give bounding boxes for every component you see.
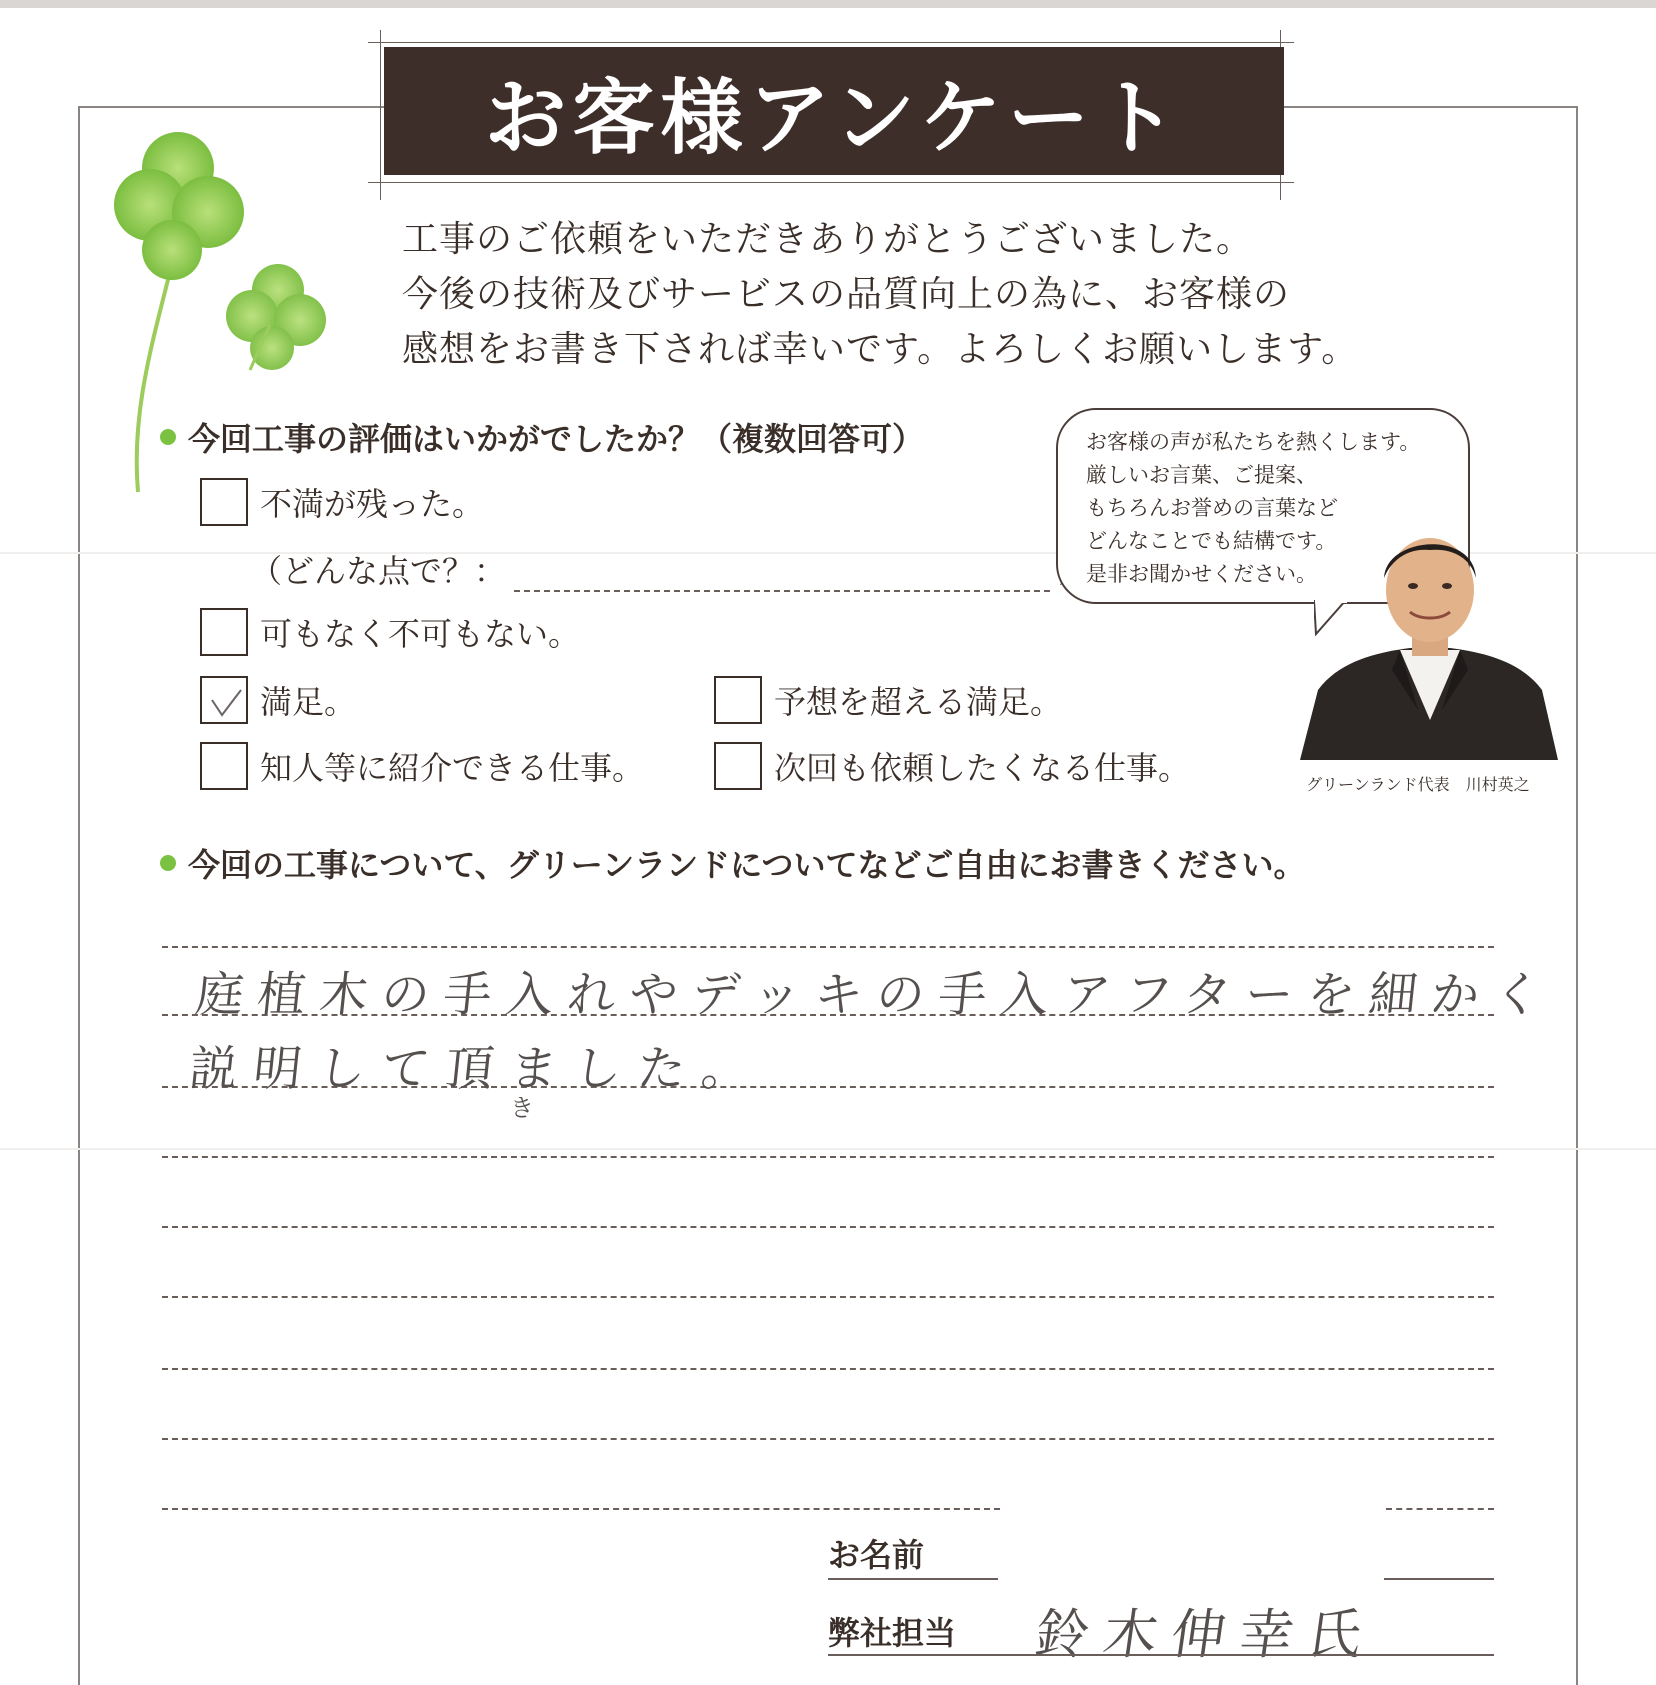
title-banner bbox=[384, 47, 1284, 175]
staff-label: 弊社担当 bbox=[828, 1614, 957, 1652]
bubble-line: 是非お聞かせください。 bbox=[1086, 562, 1317, 586]
handwritten-insert: き bbox=[510, 1094, 534, 1122]
detail-input-line[interactable] bbox=[514, 552, 1050, 592]
bubble-line: お客様の声が私たちを熱くします。 bbox=[1086, 430, 1421, 454]
portrait-photo bbox=[1300, 520, 1560, 760]
question2-heading bbox=[160, 840, 1305, 886]
bullet-icon bbox=[160, 429, 176, 445]
question2-title: 今回の工事について、グリーンランドについてなどご自由にお書きください。 bbox=[188, 846, 1306, 884]
bubble-line: 厳しいお言葉、ご提案、 bbox=[1086, 463, 1317, 487]
bubble-line: どんなことでも結構です。 bbox=[1086, 529, 1337, 553]
option-dissatisfied[interactable] bbox=[200, 478, 484, 526]
ruled-line bbox=[1386, 1508, 1494, 1510]
staff-name-handwritten: 鈴木伸幸氏 bbox=[1031, 1603, 1380, 1666]
intro-line: 感想をお書き下されば幸いです。よろしくお願いします。 bbox=[402, 329, 1359, 370]
option-label: 可もなく不可もない。 bbox=[260, 615, 581, 653]
name-label: お名前 bbox=[828, 1536, 925, 1574]
checkbox[interactable] bbox=[714, 676, 762, 724]
name-underline bbox=[1384, 1578, 1494, 1580]
page-title: お客様アンケート bbox=[484, 70, 1184, 166]
ruled-line bbox=[162, 1368, 1494, 1370]
ruled-line bbox=[162, 1438, 1494, 1440]
option-label: 次回も依頼したくなる仕事。 bbox=[774, 749, 1191, 787]
question1-heading bbox=[160, 414, 924, 460]
portrait-caption: グリーンランド代表 川村英之 bbox=[1306, 775, 1530, 794]
checkbox[interactable] bbox=[714, 742, 762, 790]
detail-field bbox=[250, 546, 1090, 592]
checkbox[interactable] bbox=[200, 478, 248, 526]
name-underline[interactable] bbox=[828, 1578, 998, 1580]
ruled-line bbox=[162, 946, 1494, 948]
checkmark-icon bbox=[210, 688, 244, 718]
option-label: 予想を超える満足。 bbox=[774, 683, 1063, 721]
option-request-again[interactable] bbox=[714, 742, 1190, 790]
detail-open: （どんな点で？： bbox=[250, 552, 507, 590]
ruled-line bbox=[162, 1508, 1000, 1510]
bullet-icon bbox=[160, 855, 176, 871]
checkbox[interactable] bbox=[200, 742, 248, 790]
handwritten-comment-line: 庭植木の手入れやデッキの手入アフターを細かく bbox=[192, 967, 1559, 1023]
option-label: 知人等に紹介できる仕事。 bbox=[260, 749, 645, 787]
ruled-line bbox=[162, 1296, 1494, 1298]
intro-text bbox=[402, 212, 1462, 377]
checkbox[interactable] bbox=[200, 608, 248, 656]
intro-line: 今後の技術及びサービスの品質向上の為に、お客様の bbox=[402, 274, 1291, 315]
option-neutral[interactable] bbox=[200, 608, 580, 656]
staff-underline bbox=[828, 1654, 1494, 1656]
paper-fold-line bbox=[0, 1148, 1656, 1150]
intro-line: 工事のご依頼をいただきありがとうございました。 bbox=[402, 219, 1254, 260]
checkbox-checked[interactable] bbox=[200, 676, 248, 724]
option-beyond-expectation[interactable] bbox=[714, 676, 1062, 724]
ruled-line bbox=[162, 1226, 1494, 1228]
option-satisfied[interactable] bbox=[200, 676, 356, 724]
ruled-line bbox=[162, 1156, 1494, 1158]
bubble-line: もちろんお誉めの言葉など bbox=[1086, 496, 1338, 520]
sheet-top-edge bbox=[0, 0, 1656, 8]
question1-title: 今回工事の評価はいかがでしたか？（複数回答可） bbox=[188, 420, 925, 458]
option-recommendable[interactable] bbox=[200, 742, 644, 790]
handwritten-comment-line: 説明して頂ました。 bbox=[186, 1041, 769, 1097]
option-label: 不満が残った。 bbox=[260, 485, 485, 523]
option-label: 満足。 bbox=[260, 683, 357, 721]
